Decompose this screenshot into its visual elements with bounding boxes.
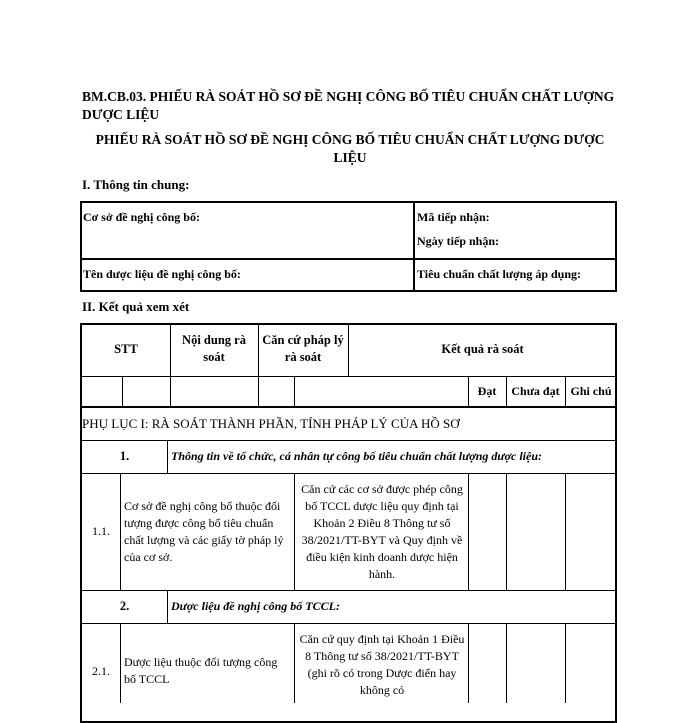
material-name-label: Tên dược liệu đề nghị công bố: [83,267,241,281]
header-stt: STT [114,342,138,356]
row-legal-basis: Căn cứ quy định tại Khoản 1 Điều 8 Thông tư số 38/2021/TT-BYT (ghi rõ có trong Dược điển hay không có [299,632,465,697]
appendix-title: PHỤ LỤC I: RÀ SOÁT THÀNH PHẦN, TÍNH PHÁP LÝ CỦA HỒ SƠ [82,416,460,431]
section-title: Thông tin về tổ chức, cá nhân tự công bố tiêu chuẩn chất lượng dược liệu: [171,449,542,463]
row-number: 1.1. [92,524,110,538]
form-title: BM.CB.03. PHIẾU RÀ SOÁT HỒ SƠ ĐỀ NGHỊ CÔNG BỐ TIÊU CHUẨN CHẤT LƯỢNG DƯỢC LIỆU [82,89,615,122]
facility-label: Cơ sở đề nghị công bố: [83,210,200,224]
section-number: 2. [119,599,130,613]
general-info-heading: I. Thông tin chung: [82,177,190,192]
section-number: 1. [119,449,130,463]
row-legal-basis: Căn cứ các cơ sở được phép công bố TCCL dược liệu quy định tại Khoản 2 Điều 8 Thông tư số 38/2021/TT-BYT và Quy định về điều kiện kinh doanh dược hiện hành. [301,482,463,581]
row-number: 2.1. [92,664,110,678]
results-heading: II. Kết quả xem xét [82,299,190,314]
main-title: PHIẾU RÀ SOÁT HỒ SƠ ĐỀ NGHỊ CÔNG BỐ TIÊU CHUẨN CHẤT LƯỢNG DƯỢC LIỆU [95,132,605,165]
receipt-code-label: Mã tiếp nhận: [417,210,490,224]
applied-standard-label: Tiêu chuẩn chất lượng áp dụng: [417,267,582,281]
row-content: Cơ sở đề nghị công bố thuộc đối tượng được công bố tiêu chuẩn chất lượng và các giấy tờ pháp lý của cơ sở. [124,499,284,564]
row-content: Dược liệu thuộc đối tượng công bố TCCL [124,655,278,686]
header-fail: Chưa đạt [511,384,560,398]
receipt-date-label: Ngày tiếp nhận: [417,234,500,248]
section-title: Dược liệu đề nghị công bố TCCL: [171,599,340,613]
header-review-result: Kết quả rà soát [441,342,524,356]
header-content: Nội dung rà soát [182,333,246,364]
header-legal-basis: Căn cứ pháp lý rà soát [262,333,344,364]
header-pass: Đạt [477,384,497,398]
header-note: Ghi chú [570,384,612,398]
